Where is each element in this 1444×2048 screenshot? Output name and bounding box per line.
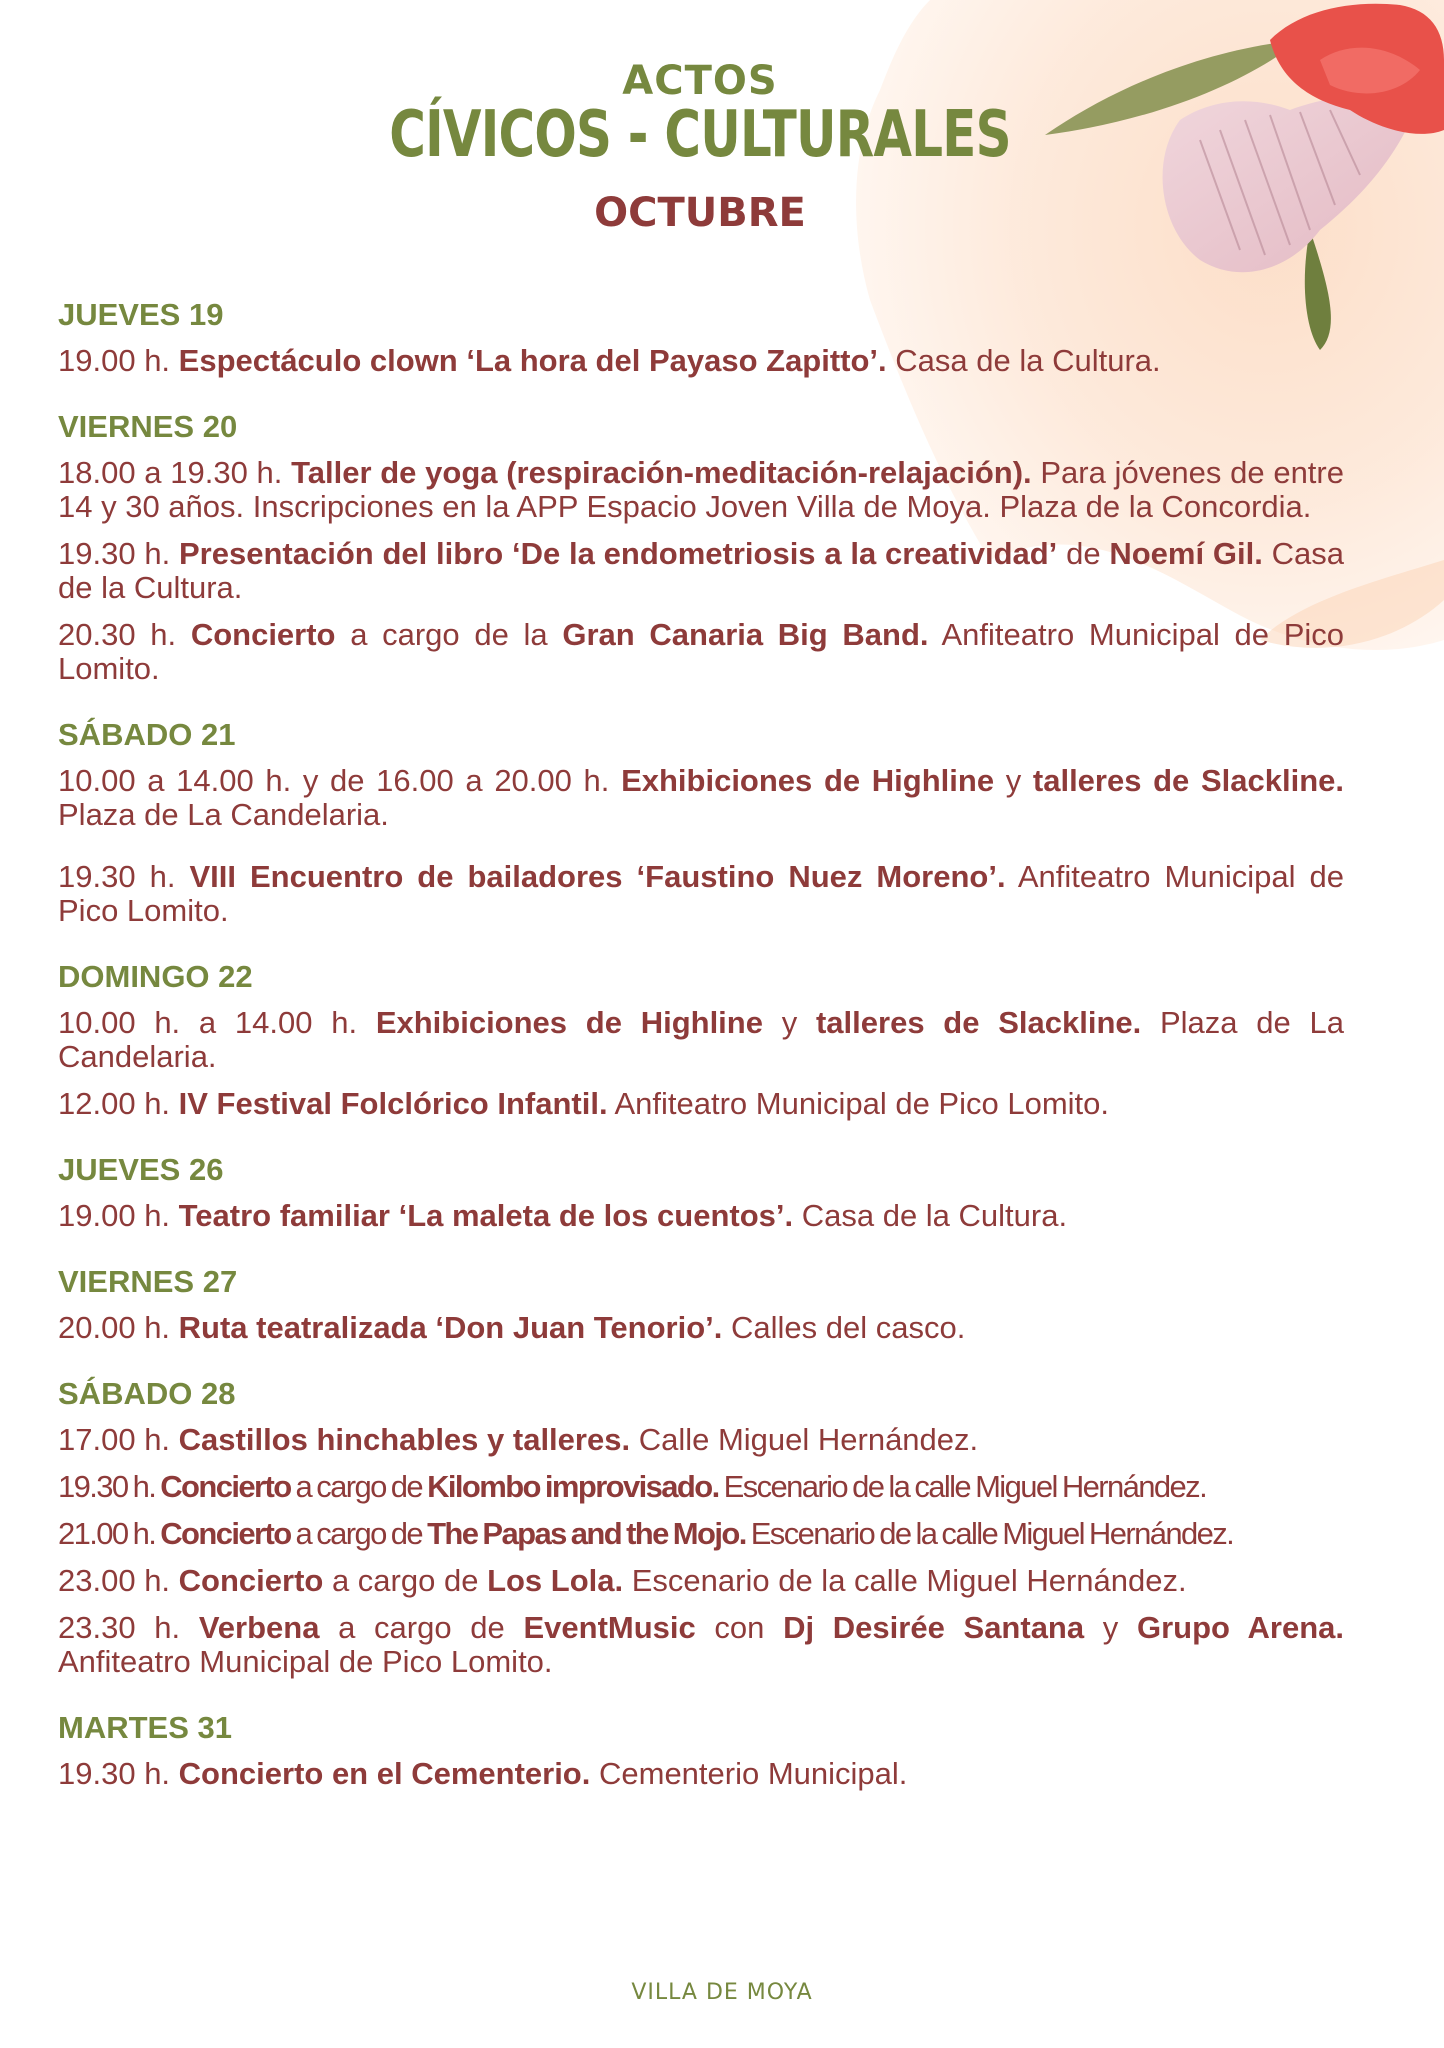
event-text: 20.00 h.	[58, 1310, 179, 1345]
event-entry	[58, 1757, 1344, 1791]
event-highlight: Espectáculo clown ‘La hora del Payaso Zapitto’.	[178, 343, 887, 378]
event-entry	[58, 1564, 1344, 1598]
event-text: 21.00 h.	[58, 1516, 161, 1551]
event-highlight: talleres de Slackline.	[815, 1005, 1142, 1040]
event-highlight: Concierto	[190, 617, 336, 652]
event-text: 23.00 h.	[58, 1563, 179, 1598]
day-heading: SÁBADO 28	[58, 1376, 236, 1411]
event-highlight: Kilombo improvisado.	[427, 1469, 719, 1504]
event-text: y	[994, 763, 1033, 798]
event-text: 12.00 h.	[58, 1086, 179, 1121]
event-text: 10.00 a 14.00 h. y de 16.00 a 20.00 h.	[58, 763, 622, 798]
event-highlight: Teatro familiar ‘La maleta de los cuentos’.	[178, 1198, 794, 1233]
event-text: 19.30 h.	[58, 859, 190, 894]
event-text: 23.30 h.	[58, 1610, 199, 1645]
event-text: a cargo de	[323, 1563, 488, 1598]
event-text: y	[762, 1005, 816, 1040]
event-text: 20.30 h.	[58, 617, 191, 652]
event-highlight: Presentación del libro ‘De la endometriosis a la creatividad’	[179, 536, 1058, 571]
event-text: a cargo de la	[335, 617, 563, 652]
event-entry	[58, 1611, 1344, 1679]
day-heading: SÁBADO 21	[58, 717, 236, 752]
event-highlight: Noemí Gil.	[1109, 536, 1263, 571]
event-text: y	[1084, 1610, 1137, 1645]
event-entry	[58, 1199, 1344, 1233]
event-entry	[58, 860, 1344, 928]
event-text: 17.00 h.	[58, 1422, 179, 1457]
event-text: Plaza de La Candelaria.	[58, 1005, 1344, 1074]
event-highlight: Verbena	[198, 1610, 320, 1645]
event-entry	[58, 537, 1344, 605]
month-heading: OCTUBRE	[594, 190, 806, 236]
event-highlight: talleres de Slackline.	[1032, 763, 1344, 798]
event-entry	[58, 1006, 1344, 1074]
event-highlight: Concierto en el Cementerio.	[178, 1756, 591, 1791]
event-entry	[58, 1517, 1344, 1551]
event-highlight: EventMusic	[523, 1610, 696, 1645]
event-entry	[58, 618, 1344, 686]
event-schedule	[58, 296, 1344, 1804]
event-highlight: Concierto	[160, 1469, 291, 1504]
event-entry	[58, 764, 1344, 832]
day-heading: MARTES 31	[58, 1710, 232, 1745]
event-highlight: Concierto	[178, 1563, 324, 1598]
event-entry	[58, 1087, 1344, 1121]
event-highlight: Exhibiciones de Highline	[375, 1005, 763, 1040]
event-text: Calles del casco.	[722, 1310, 966, 1345]
event-text: Anfiteatro Municipal de Pico Lomito.	[58, 1644, 553, 1679]
day-heading: DOMINGO 22	[58, 959, 253, 994]
event-highlight: IV Festival Folclórico Infantil.	[178, 1086, 608, 1121]
event-highlight: The Papas and the Mojo.	[427, 1516, 746, 1551]
event-entry	[58, 1311, 1344, 1345]
day-heading: JUEVES 26	[58, 1152, 224, 1187]
event-text: Calle Miguel Hernández.	[630, 1422, 979, 1457]
event-text: de	[1057, 536, 1110, 571]
event-text: Anfiteatro Municipal de Pico Lomito.	[58, 617, 1344, 686]
event-text: Anfiteatro Municipal de Pico Lomito.	[58, 859, 1345, 928]
event-highlight: Los Lola.	[487, 1563, 624, 1598]
event-highlight: Grupo Arena.	[1136, 1610, 1344, 1645]
event-text: Escenario de la calle Miguel Hernández.	[718, 1469, 1207, 1504]
day-heading: VIERNES 20	[58, 409, 238, 444]
title-civicos-culturales: CÍVICOS - CULTURALES	[389, 98, 1011, 172]
day-heading: JUEVES 19	[58, 297, 224, 332]
event-text: Cementerio Municipal.	[590, 1756, 908, 1791]
event-entry	[58, 1470, 1344, 1504]
day-heading: VIERNES 27	[58, 1264, 238, 1299]
event-text: 19.30 h.	[58, 536, 179, 571]
event-highlight: Taller de yoga (respiración-meditación-relajación).	[291, 455, 1032, 490]
title-actos: ACTOS	[622, 58, 778, 104]
event-text: 18.00 a 19.30 h.	[58, 455, 292, 490]
event-highlight: Gran Canaria Big Band.	[562, 617, 929, 652]
event-text: 19.30 h.	[58, 1756, 179, 1791]
event-text: con	[695, 1610, 784, 1645]
event-text: 10.00 h. a 14.00 h.	[58, 1005, 376, 1040]
event-text: Para jóvenes de entre 14 y 30 años. Inscripciones en la APP Espacio Joven Villa de Moya. Plaza de la Concordia.	[58, 455, 1344, 524]
event-text: Anfiteatro Municipal de Pico Lomito.	[607, 1086, 1110, 1121]
event-entry	[58, 1423, 1344, 1457]
event-highlight: Exhibiciones de Highline	[621, 763, 995, 798]
footer-town-name: VILLA DE MOYA	[631, 1980, 813, 2005]
event-highlight: Castillos hinchables y talleres.	[178, 1422, 631, 1457]
event-text: Casa de la Cultura.	[793, 1198, 1068, 1233]
event-text: Escenario de la calle Miguel Hernández.	[745, 1516, 1234, 1551]
event-text: 19.00 h.	[58, 343, 179, 378]
event-text: 19.30 h.	[58, 1469, 161, 1504]
event-highlight: Dj Desirée Santana	[783, 1610, 1085, 1645]
event-text: Plaza de La Candelaria.	[58, 797, 389, 832]
event-entry	[58, 456, 1344, 524]
event-text: 19.00 h.	[58, 1198, 179, 1233]
event-text: a cargo de	[290, 1469, 428, 1504]
event-entry	[58, 344, 1344, 378]
event-text: Casa de la Cultura.	[58, 536, 1344, 605]
event-highlight: VIII Encuentro de bailadores ‘Faustino Nuez Moreno’.	[189, 859, 1006, 894]
event-text: Casa de la Cultura.	[886, 343, 1161, 378]
event-text: a cargo de	[290, 1516, 428, 1551]
event-highlight: Ruta teatralizada ‘Don Juan Tenorio’.	[178, 1310, 723, 1345]
event-highlight: Concierto	[160, 1516, 291, 1551]
event-text: a cargo de	[319, 1610, 524, 1645]
event-text: Escenario de la calle Miguel Hernández.	[623, 1563, 1187, 1598]
